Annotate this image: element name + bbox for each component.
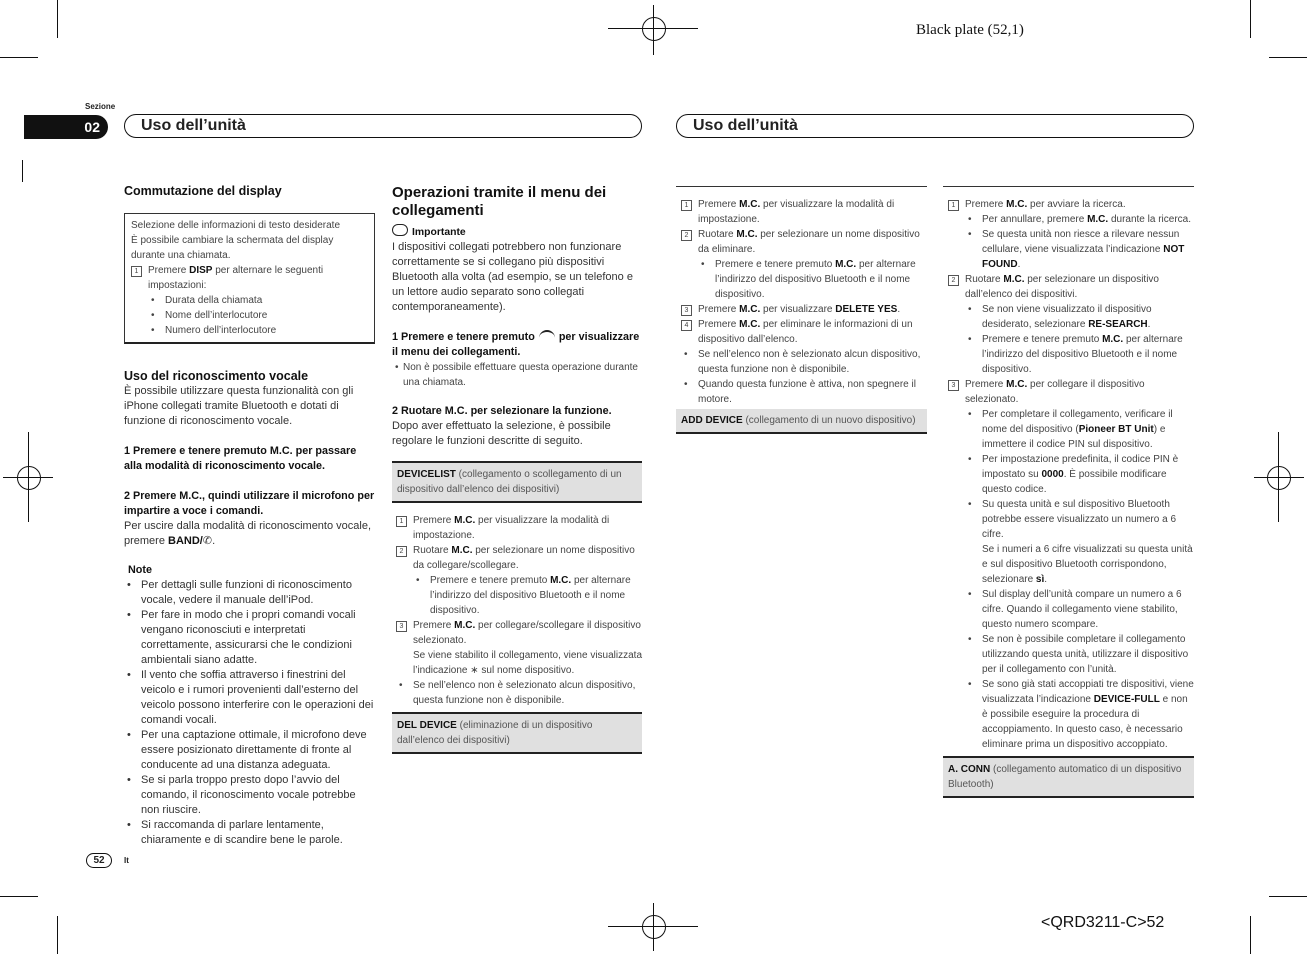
list-item: 2 Ruotare M.C. per selezionare un nome dispositivo da collegare/scollegare.	[396, 543, 642, 573]
menu-step-2: 2 Ruotare M.C. per selezionare la funzione.	[392, 405, 612, 417]
list-item: 1 Premere M.C. per avviare la ricerca.	[948, 197, 1194, 212]
adddevice-steps	[943, 197, 1194, 752]
list-item: • Se questa unità non riesce a rilevare nessun cellulare, viene visualizzata l’indicazione NOT FOUND.	[948, 227, 1194, 272]
list-item: • Il vento che soffia attraverso i finestrini del veicolo e i rumori provenienti dall’esterno del veicolo possono interferire con le operazioni dei comandi vocali.	[124, 668, 375, 728]
registration-circle-icon	[17, 466, 41, 490]
list-item: Se i numeri a 6 cifre visualizzati su questa unità e sul dispositivo Bluetooth corrispondono, selezionare sì.	[982, 544, 1193, 585]
list-item: • Per fare in modo che i propri comandi vocali vengano riconosciuti e interpretati correttamente, assicurarsi che le condizioni ambientali siano adatte.	[124, 608, 375, 668]
crop-mark	[1250, 916, 1251, 954]
list-item: 2 Ruotare M.C. per selezionare un dispositivo dall’elenco dei dispositivi.	[948, 272, 1194, 302]
list-item: Se viene stabilito il collegamento, viene visualizzata l’indicazione ∗ sul nome dispositivo.	[413, 650, 643, 676]
box-text: È possibile cambiare la schermata del display durante una chiamata.	[131, 235, 334, 261]
column-1	[124, 184, 375, 848]
devicelist-steps	[392, 513, 642, 708]
crop-mark	[1250, 0, 1251, 38]
list-item: • Nome dell’interlocutore	[131, 308, 368, 323]
box-title: Selezione delle informazioni di testo desiderate	[131, 220, 341, 231]
list-item: 1 Premere M.C. per visualizzare la modalità di impostazione.	[396, 513, 642, 543]
menu-step-2-text: Dopo aver effettuato la selezione, è possibile regolare le funzioni descritte di seguito.	[392, 420, 611, 447]
list-item: • Se nell’elenco non è selezionato alcun dispositivo, questa funzione non è disponibile.	[396, 678, 642, 708]
list-item: • Se nell’elenco non è selezionato alcun dispositivo, questa funzione non è disponibile.	[681, 347, 927, 377]
column-4	[943, 186, 1194, 798]
list-item: 3 Premere M.C. per collegare il dispositivo selezionato.	[948, 377, 1194, 407]
page-number: 52	[86, 853, 112, 868]
list-item: • Per annullare, premere M.C. durante la ricerca.	[948, 212, 1194, 227]
list-item: • Se sono già stati accoppiati tre dispositivi, viene visualizzata l’indicazione DEVICE-FULL e non è possibile eseguire la procedura di accoppiamento. In questo caso, è necessario eliminare prima un dispositivo accoppiato.	[948, 677, 1194, 752]
registration-circle-icon	[642, 915, 666, 939]
step-number-icon: 4	[681, 320, 692, 331]
section-number: 02	[24, 115, 108, 139]
list-item: • Per completare il collegamento, verificare il nome del dispositivo (Pioneer BT Unit) e immettere il codice PIN sul dispositivo.	[948, 407, 1194, 452]
column-3	[676, 186, 927, 434]
divider	[943, 186, 1194, 187]
adddevice-box: ADD DEVICE (collegamento di un nuovo dispositivo)	[676, 409, 927, 434]
crop-mark	[1269, 57, 1307, 58]
menu-step-1-note: • Non è possibile effettuare questa operazione durante una chiamata.	[392, 360, 642, 390]
list-item: 4 Premere M.C. per eliminare le informazioni di un dispositivo dall’elenco.	[681, 317, 927, 347]
document-code: <QRD3211-C>52	[1041, 914, 1165, 931]
step-number-icon: 1	[131, 266, 142, 277]
heading-display: Commutazione del display	[124, 184, 282, 198]
list-item: • Premere e tenere premuto M.C. per alternare l’indirizzo del dispositivo Bluetooth e il nome dispositivo.	[396, 573, 642, 618]
step-number-icon: 2	[681, 230, 692, 241]
voice-text: È possibile utilizzare questa funzionalità con gli iPhone collegati tramite Bluetooth e dotati di funzione di riconoscimento vocale.	[124, 385, 354, 427]
list-item: • Se non viene visualizzato il dispositivo desiderato, selezionare RE-SEARCH.	[948, 302, 1194, 332]
list-item: 3 Premere M.C. per collegare/scollegare il dispositivo selezionato.	[396, 618, 642, 648]
page-title-left: Uso dell’unità	[124, 114, 642, 138]
crop-mark	[57, 0, 58, 38]
voice-step-2-text: Per uscire dalla modalità di riconoscimento vocale, premere BAND/✆.	[124, 520, 372, 547]
list-item: • Per impostazione predefinita, il codice PIN è impostato su 0000. È possibile modificare questo codice.	[948, 452, 1194, 497]
step-number-icon: 1	[396, 516, 407, 527]
list-item: • Se si parla troppo presto dopo l’avvio del comando, il riconoscimento vocale potrebbe non riuscire.	[124, 773, 375, 818]
step-number-icon: 3	[396, 621, 407, 632]
important-label: Importante	[392, 224, 642, 240]
box-step: 1 Premere DISP per alternare le seguenti impostazioni:	[131, 263, 368, 293]
divider	[676, 186, 927, 187]
crop-mark	[1269, 896, 1307, 897]
list-item: 1 Premere M.C. per visualizzare la modalità di impostazione.	[681, 197, 927, 227]
list-item: • Se non è possibile completare il collegamento utilizzando questa unità, utilizzare il dispositivo per il collegamento con l’unità.	[948, 632, 1194, 677]
deldevice-box: DEL DEVICE (eliminazione di un dispositivo dall’elenco dei dispositivi)	[392, 712, 642, 754]
list-item: • Durata della chiamata	[131, 293, 368, 308]
list-item: • Per dettagli sulle funzioni di riconoscimento vocale, vedere il manuale dell’iPod.	[124, 578, 375, 608]
phone-hook-icon	[539, 330, 555, 338]
notes-list	[124, 578, 375, 848]
step-number-icon: 1	[948, 200, 959, 211]
heading-voice: Uso del riconoscimento vocale	[124, 369, 309, 383]
step-number-icon: 3	[948, 380, 959, 391]
step-number-icon: 1	[681, 200, 692, 211]
step-number-icon: 2	[396, 546, 407, 557]
display-info-box	[124, 213, 375, 344]
voice-step-2: 2 Premere M.C., quindi utilizzare il microfono per impartire a voce i comandi.	[124, 490, 375, 517]
phone-icon: ✆	[202, 535, 213, 547]
list-item: • Sul display dell’unità compare un numero a 6 cifre. Quando il collegamento viene stabilito, questo numero scompare.	[948, 587, 1194, 632]
list-item: 3 Premere M.C. per visualizzare DELETE YES.	[681, 302, 927, 317]
important-icon	[392, 224, 408, 236]
registration-circle-icon	[1267, 466, 1291, 490]
list-item: • Si raccomanda di parlare lentamente, chiaramente e di scandire bene le parole.	[124, 818, 375, 848]
list-item: 2 Ruotare M.C. per selezionare un nome dispositivo da eliminare.	[681, 227, 927, 257]
crop-mark	[22, 160, 23, 182]
aconn-box: A. CONN (collegamento automatico di un dispositivo Bluetooth)	[943, 756, 1194, 798]
step-number-icon: 3	[681, 305, 692, 316]
language-code: It	[124, 856, 129, 865]
list-item: • Su questa unità e sul dispositivo Bluetooth potrebbe essere visualizzato un numero a 6 cifre.	[948, 497, 1194, 542]
menu-step-1: 1 Premere e tenere premuto per visualizzare il menu dei collegamenti.	[392, 331, 640, 358]
important-text: I dispositivi collegati potrebbero non funzionare correttamente se si collegano più dispositivi Bluetooth alla volta (ad esempio, se un telefono e un lettore audio separato sono collegati contemporaneamente).	[392, 241, 633, 313]
page-title-right: Uso dell’unità	[676, 114, 1194, 138]
step-number-icon: 2	[948, 275, 959, 286]
registration-circle-icon	[642, 17, 666, 41]
list-item: • Premere e tenere premuto M.C. per alternare l’indirizzo del dispositivo Bluetooth e il nome dispositivo.	[948, 332, 1194, 377]
crop-mark	[0, 896, 38, 897]
crop-mark	[57, 916, 58, 954]
heading-menu: Operazioni tramite il menu dei collegamenti	[392, 184, 607, 219]
crop-mark	[0, 57, 38, 58]
plate-label: Black plate (52,1)	[916, 22, 1024, 38]
list-item: • Quando questa funzione è attiva, non spegnere il motore.	[681, 377, 927, 407]
devicelist-box: DEVICELIST (collegamento o scollegamento di un dispositivo dall’elenco dei dispositivi)	[392, 461, 642, 503]
column-2	[392, 184, 642, 754]
note-title: Note	[128, 564, 152, 576]
list-item: • Per una captazione ottimale, il microfono deve essere posizionato direttamente di fronte al conducente ad una distanza adeguata.	[124, 728, 375, 773]
list-item: • Numero dell’interlocutore	[131, 323, 368, 338]
section-label: Sezione	[85, 102, 116, 111]
list-item: • Premere e tenere premuto M.C. per alternare l’indirizzo del dispositivo Bluetooth e il nome dispositivo.	[681, 257, 927, 302]
voice-step-1: 1 Premere e tenere premuto M.C. per passare alla modalità di riconoscimento vocale.	[124, 445, 357, 472]
deldevice-steps	[676, 197, 927, 407]
